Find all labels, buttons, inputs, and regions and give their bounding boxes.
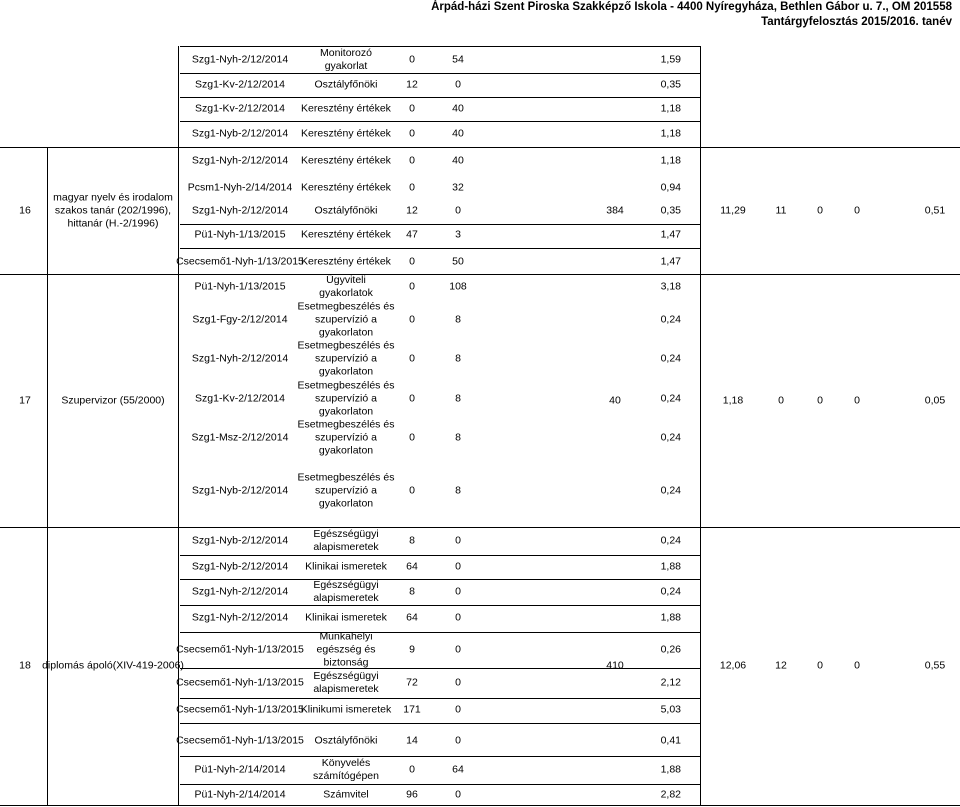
hours-theory: 12 [406, 78, 418, 91]
hours-practice: 108 [449, 280, 467, 293]
weight-value: 0,24 [660, 352, 681, 365]
class-code: Pü1-Nyh-2/14/2014 [194, 788, 286, 801]
grid-line [180, 73, 700, 74]
hours-practice: 54 [452, 53, 464, 66]
subject-name: Klinikumi ismeretek [300, 703, 392, 716]
grid-line [180, 698, 700, 699]
hours-practice: 40 [452, 154, 464, 167]
hours-theory: 0 [409, 431, 415, 444]
class-code: Csecsemő1-Nyh-1/13/2015 [176, 703, 304, 716]
subject-name: Keresztény értékek [301, 228, 391, 241]
subject-name: Egészségügyi alapismeretek [313, 670, 379, 695]
class-code: Pü1-Nyh-2/14/2014 [194, 763, 286, 776]
class-code: Szg1-Kv-2/12/2014 [195, 392, 285, 405]
subject-name: Klinikai ismeretek [305, 611, 387, 624]
hours-practice: 0 [455, 734, 461, 747]
grid-line [180, 605, 700, 606]
grid-line [180, 723, 700, 724]
hours-practice: 0 [455, 676, 461, 689]
weight-value: 2,12 [660, 676, 681, 689]
subject-name: Egészségügyi alapismeretek [313, 579, 379, 604]
grid-line [180, 46, 700, 47]
summary-value: 11 [775, 204, 787, 216]
teacher-qualification: magyar nyelv és irodalom szakos tanár (202/1996), hittanár (H.-2/1996) [53, 191, 173, 229]
class-code: Szg1-Nyb-2/12/2014 [191, 534, 289, 547]
summary-value: 1,18 [722, 394, 744, 406]
hours-theory: 9 [409, 643, 415, 656]
hours-practice: 32 [452, 181, 464, 194]
grid-line [0, 147, 960, 148]
weight-value: 0,24 [660, 534, 681, 547]
subject-name: Keresztény értékek [301, 181, 391, 194]
summary-value: 0 [778, 394, 784, 406]
grid-line [180, 248, 700, 249]
weight-value: 1,47 [660, 255, 681, 268]
subject-name: Keresztény értékek [301, 255, 391, 268]
grid-line [0, 527, 960, 528]
group-total-hours: 40 [609, 394, 621, 406]
hours-theory: 0 [409, 352, 415, 365]
class-code: Pcsm1-Nyh-2/14/2014 [187, 181, 293, 194]
weight-value: 1,18 [660, 102, 681, 115]
hours-practice: 0 [455, 204, 461, 217]
weight-value: 1,47 [660, 228, 681, 241]
subject-name: Klinikai ismeretek [305, 560, 387, 573]
summary-value: 12,06 [719, 659, 747, 672]
grid-line [180, 784, 700, 785]
class-code: Szg1-Nyb-2/12/2014 [191, 484, 289, 497]
class-code: Szg1-Nyh-2/12/2014 [191, 154, 289, 167]
hours-practice: 8 [455, 313, 461, 326]
weight-value: 0,24 [660, 585, 681, 598]
subject-name: Osztályfőnöki [314, 204, 378, 217]
hours-practice: 40 [452, 127, 464, 140]
hours-practice: 0 [455, 534, 461, 547]
subject-name: Számvitel [323, 788, 369, 801]
weight-value: 1,88 [660, 763, 681, 776]
hours-theory: 0 [409, 102, 415, 115]
subject-name: Egészségügyi alapismeretek [313, 528, 379, 553]
summary-value: 0 [854, 659, 860, 672]
class-code: Csecsemő1-Nyh-1/13/2015 [176, 255, 304, 268]
grid-line [180, 224, 700, 225]
hours-theory: 12 [406, 204, 418, 217]
subject-name: Esetmegbeszélés és szupervízió a gyakorlaton [297, 471, 395, 510]
weight-value: 1,88 [660, 560, 681, 573]
header-school-line: Árpád-házi Szent Piroska Szakképző Iskola - 4400 Nyíregyháza, Bethlen Gábor u. 7., OM 201558 [431, 1, 952, 13]
weight-value: 1,18 [660, 127, 681, 140]
group-total-hours: 410 [606, 659, 624, 672]
summary-value: 0 [817, 659, 823, 672]
grid-line [180, 756, 700, 757]
class-code: Csecsemő1-Nyh-1/13/2015 [176, 734, 304, 747]
summary-value: 0 [817, 204, 823, 216]
subject-name: Osztályfőnöki [314, 734, 378, 747]
subject-name: Ügyviteli gyakorlatok [319, 274, 373, 299]
class-code: Pü1-Nyh-1/13/2015 [194, 228, 286, 241]
class-code: Csecsemő1-Nyh-1/13/2015 [176, 676, 304, 689]
hours-theory: 47 [406, 228, 418, 241]
subject-name: Munkahelyi egészség és biztonság [316, 630, 376, 669]
hours-practice: 40 [452, 102, 464, 115]
hours-theory: 0 [409, 484, 415, 497]
weight-value: 2,82 [660, 788, 681, 801]
hours-practice: 0 [455, 611, 461, 624]
weight-value: 1,59 [660, 53, 681, 66]
hours-practice: 8 [455, 392, 461, 405]
class-code: Szg1-Nyb-2/12/2014 [191, 560, 289, 573]
hours-theory: 171 [403, 703, 421, 716]
subject-name: Esetmegbeszélés és szupervízió a gyakorlaton [297, 418, 395, 457]
grid-line [180, 121, 700, 122]
hours-theory: 0 [409, 154, 415, 167]
summary-value: 0 [817, 394, 823, 406]
hours-practice: 0 [455, 78, 461, 91]
weight-value: 0,35 [660, 78, 681, 91]
grid-line [0, 274, 960, 275]
weight-value: 0,35 [660, 204, 681, 217]
hours-practice: 3 [455, 228, 461, 241]
teacher-number: 17 [19, 394, 31, 406]
grid-line [180, 632, 700, 633]
summary-value: 0,55 [924, 659, 946, 672]
class-code: Szg1-Nyh-2/12/2014 [191, 53, 289, 66]
hours-theory: 64 [406, 560, 418, 573]
header-year-line: Tantárgyfelosztás 2015/2016. tanév [761, 16, 952, 28]
weight-value: 0,94 [660, 181, 681, 194]
hours-theory: 0 [409, 53, 415, 66]
class-code: Szg1-Nyh-2/12/2014 [191, 611, 289, 624]
class-code: Szg1-Msz-2/12/2014 [191, 431, 289, 444]
grid-line [700, 46, 701, 805]
weight-value: 0,26 [660, 643, 681, 656]
subject-name: Esetmegbeszélés és szupervízió a gyakorlaton [297, 300, 395, 339]
weight-value: 0,24 [660, 313, 681, 326]
hours-practice: 0 [455, 788, 461, 801]
weight-value: 1,18 [660, 154, 681, 167]
grid-line [47, 147, 48, 805]
summary-value: 0 [854, 204, 860, 216]
hours-practice: 0 [455, 560, 461, 573]
summary-value: 0,05 [924, 394, 946, 406]
hours-theory: 0 [409, 255, 415, 268]
hours-practice: 8 [455, 431, 461, 444]
weight-value: 0,41 [660, 734, 681, 747]
hours-practice: 50 [452, 255, 464, 268]
summary-value: 0 [854, 394, 860, 406]
hours-theory: 0 [409, 313, 415, 326]
grid-line [180, 579, 700, 580]
grid-line [180, 555, 700, 556]
grid-line [0, 805, 960, 806]
teacher-number: 18 [19, 659, 31, 672]
class-code: Szg1-Nyh-2/12/2014 [191, 204, 289, 217]
teacher-qualification: diplomás ápoló(XIV-419-2006) [42, 659, 184, 672]
class-code: Szg1-Kv-2/12/2014 [195, 102, 285, 115]
weight-value: 5,03 [660, 703, 681, 716]
subject-name: Keresztény értékek [301, 154, 391, 167]
grid-line [178, 46, 179, 805]
hours-practice: 64 [452, 763, 464, 776]
class-code: Csecsemő1-Nyh-1/13/2015 [176, 643, 304, 656]
hours-theory: 8 [409, 534, 415, 547]
class-code: Szg1-Nyb-2/12/2014 [191, 127, 289, 140]
teacher-qualification: Szupervizor (55/2000) [61, 394, 165, 406]
class-code: Szg1-Kv-2/12/2014 [195, 78, 285, 91]
hours-practice: 0 [455, 703, 461, 716]
subject-name: Esetmegbeszélés és szupervízió a gyakorlaton [297, 379, 395, 418]
class-code: Szg1-Fgy-2/12/2014 [192, 313, 288, 326]
weight-value: 3,18 [660, 280, 681, 293]
hours-theory: 14 [406, 734, 418, 747]
subject-name: Osztályfőnöki [314, 78, 378, 91]
hours-theory: 64 [406, 611, 418, 624]
subject-name: Monitorozó gyakorlat [320, 47, 372, 72]
subject-name: Keresztény értékek [301, 102, 391, 115]
hours-theory: 0 [409, 763, 415, 776]
hours-practice: 8 [455, 352, 461, 365]
class-code: Szg1-Nyh-2/12/2014 [191, 352, 289, 365]
class-code: Szg1-Nyh-2/12/2014 [191, 585, 289, 598]
hours-theory: 0 [409, 392, 415, 405]
hours-practice: 8 [455, 484, 461, 497]
summary-value: 0,51 [924, 204, 946, 216]
subject-name: Esetmegbeszélés és szupervízió a gyakorlaton [297, 339, 395, 378]
hours-practice: 0 [455, 643, 461, 656]
summary-value: 11,29 [720, 204, 746, 216]
hours-theory: 0 [409, 127, 415, 140]
weight-value: 0,24 [660, 484, 681, 497]
hours-theory: 0 [409, 280, 415, 293]
weight-value: 0,24 [660, 392, 681, 405]
teacher-number: 16 [19, 204, 31, 216]
hours-practice: 0 [455, 585, 461, 598]
grid-line [180, 97, 700, 98]
hours-theory: 0 [409, 181, 415, 194]
hours-theory: 8 [409, 585, 415, 598]
group-total-hours: 384 [606, 204, 624, 216]
class-code: Pü1-Nyh-1/13/2015 [194, 280, 286, 293]
subject-name: Keresztény értékek [301, 127, 391, 140]
weight-value: 0,24 [660, 431, 681, 444]
summary-value: 12 [775, 659, 787, 672]
hours-theory: 96 [406, 788, 418, 801]
subject-name: Könyvelés számítógépen [313, 757, 379, 782]
hours-theory: 72 [406, 676, 418, 689]
weight-value: 1,88 [660, 611, 681, 624]
